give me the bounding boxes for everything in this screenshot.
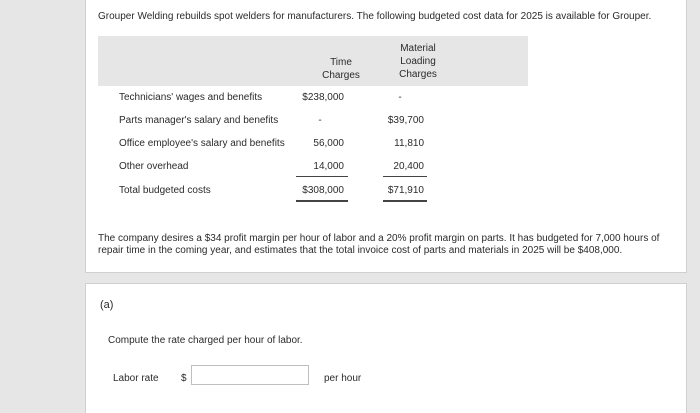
total-rule-time [296,200,348,202]
subtotal-rule-material [383,176,427,177]
cell-material-parts-manager: $39,700 [387,115,424,126]
intro-text: Grouper Welding rebuilds spot welders for manufacturers. The following budgeted cost data for 2025 is available for Grouper. [98,11,652,22]
material-loading-header: Material Loading Charges [399,43,437,80]
cell-material-total: $71,910 [387,185,424,196]
table-header [98,36,528,86]
cell-material-office-employee: 11,810 [394,138,424,149]
unit-label: per hour [324,373,362,384]
row-label-technicians: Technicians' wages and benefits [119,92,263,103]
labor-rate-label: Labor rate [113,373,159,384]
problem-card [85,0,687,273]
row-label-other-overhead: Other overhead [119,161,189,172]
cell-time-parts-manager: - [318,115,322,126]
question-card [85,283,687,413]
labor-rate-input[interactable] [191,365,309,385]
currency-symbol: $ [181,373,187,384]
row-label-parts-manager: Parts manager's salary and benefits [119,115,279,126]
row-label-office-employee: Office employee's salary and benefits [119,138,285,149]
cell-time-technicians: $238,000 [302,92,344,103]
question-text: Compute the rate charged per hour of labor. [108,335,303,346]
cell-material-technicians: - [398,92,402,103]
cell-time-total: $308,000 [302,185,344,196]
cell-time-other-overhead: 14,000 [313,161,344,172]
time-charges-header: Time Charges [322,57,360,81]
problem-paragraph: The company desires a $34 profit margin per hour of labor and a 20% profit margin on parts. It has budgeted for 7,000 hours of repair time in the coming year, and estimates that the total invoice cost of parts and materials in 2025 will be $408,000. [98,233,660,256]
row-label-total: Total budgeted costs [119,185,211,196]
part-label: (a) [100,299,114,311]
total-rule-material [383,200,427,202]
cell-material-other-overhead: 20,400 [393,161,424,172]
cell-time-office-employee: 56,000 [313,138,344,149]
subtotal-rule-time [296,176,348,177]
